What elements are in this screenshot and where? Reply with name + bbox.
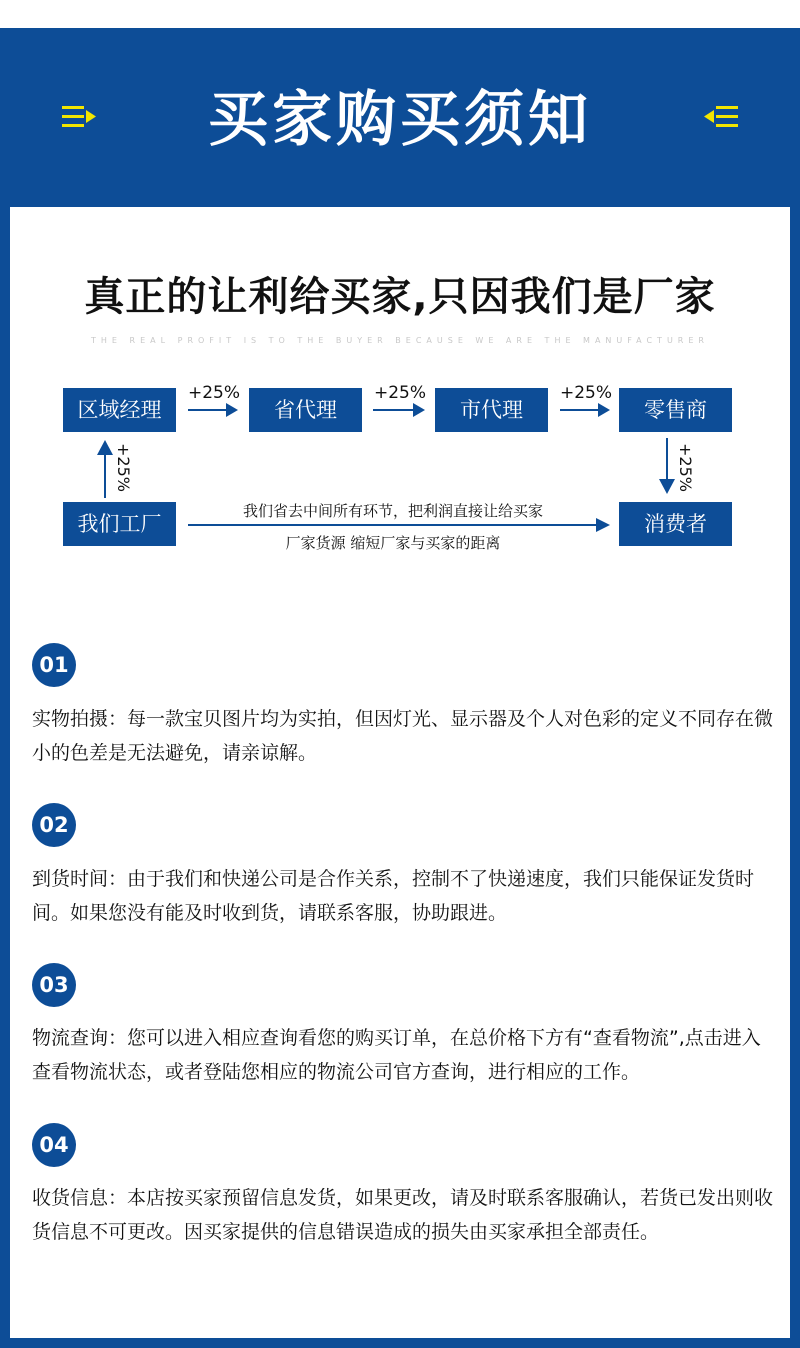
flow-note-line1: 我们省去中间所有环节，把利润直接让给买家 <box>242 502 543 520</box>
markup-label-vertical: +25% <box>676 443 695 492</box>
item-number-badge: 04 <box>32 1123 76 1167</box>
markup-label-vertical: +25% <box>114 443 133 492</box>
page-title: 买家购买须知 <box>208 85 592 155</box>
node-provincial-agent: 省代理 <box>249 388 362 432</box>
item-text: 物流查询：您可以进入相应查询看您的购买订单，在总价格下方有“查看物流”,点击进入查看物流状态，或者登陆您相应的物流公司官方查询，进行相应的工作。 <box>32 1027 761 1083</box>
node-retailer: 零售商 <box>619 388 732 432</box>
intro-subtitle-en: THE REAL PROFIT IS TO THE BUYER BECAUSE WE ARE THE MANUFACTURER <box>91 336 709 345</box>
item-text: 到货时间：由于我们和快递公司是合作关系，控制不了快递速度，我们只能保证发货时间。如果您没有能及时收到货，请联系客服，协助跟进。 <box>32 868 755 924</box>
item-number-badge: 03 <box>32 963 76 1007</box>
node-consumer: 消费者 <box>619 502 732 546</box>
item-text: 收货信息：本店按买家预留信息发货，如果更改，请及时联系客服确认，若货已发出则收货信息不可更改。因买家提供的信息错误造成的损失由买家承担全部责任。 <box>32 1187 774 1243</box>
node-city-agent: 市代理 <box>435 388 548 432</box>
item-text: 实物拍摄：每一款宝贝图片均为实拍，但因灯光、显示器及个人对色彩的定义不同存在微小的色差是无法避免，请亲谅解。 <box>32 708 774 764</box>
markup-label: +25% <box>560 383 613 403</box>
intro-title: 真正的让利给买家,只因我们是厂家 <box>84 274 716 320</box>
markup-label: +25% <box>188 383 241 403</box>
markup-label: +25% <box>374 383 427 403</box>
item-number-badge: 02 <box>32 803 76 847</box>
arrow-left-lines-icon <box>702 102 738 132</box>
flow-note-line2: 厂家货源 缩短厂家与买家的距离 <box>285 534 501 552</box>
item-number-badge: 01 <box>32 643 76 687</box>
node-factory: 我们工厂 <box>63 502 176 546</box>
node-regional-manager: 区域经理 <box>63 388 176 432</box>
content-panel <box>10 207 790 1338</box>
